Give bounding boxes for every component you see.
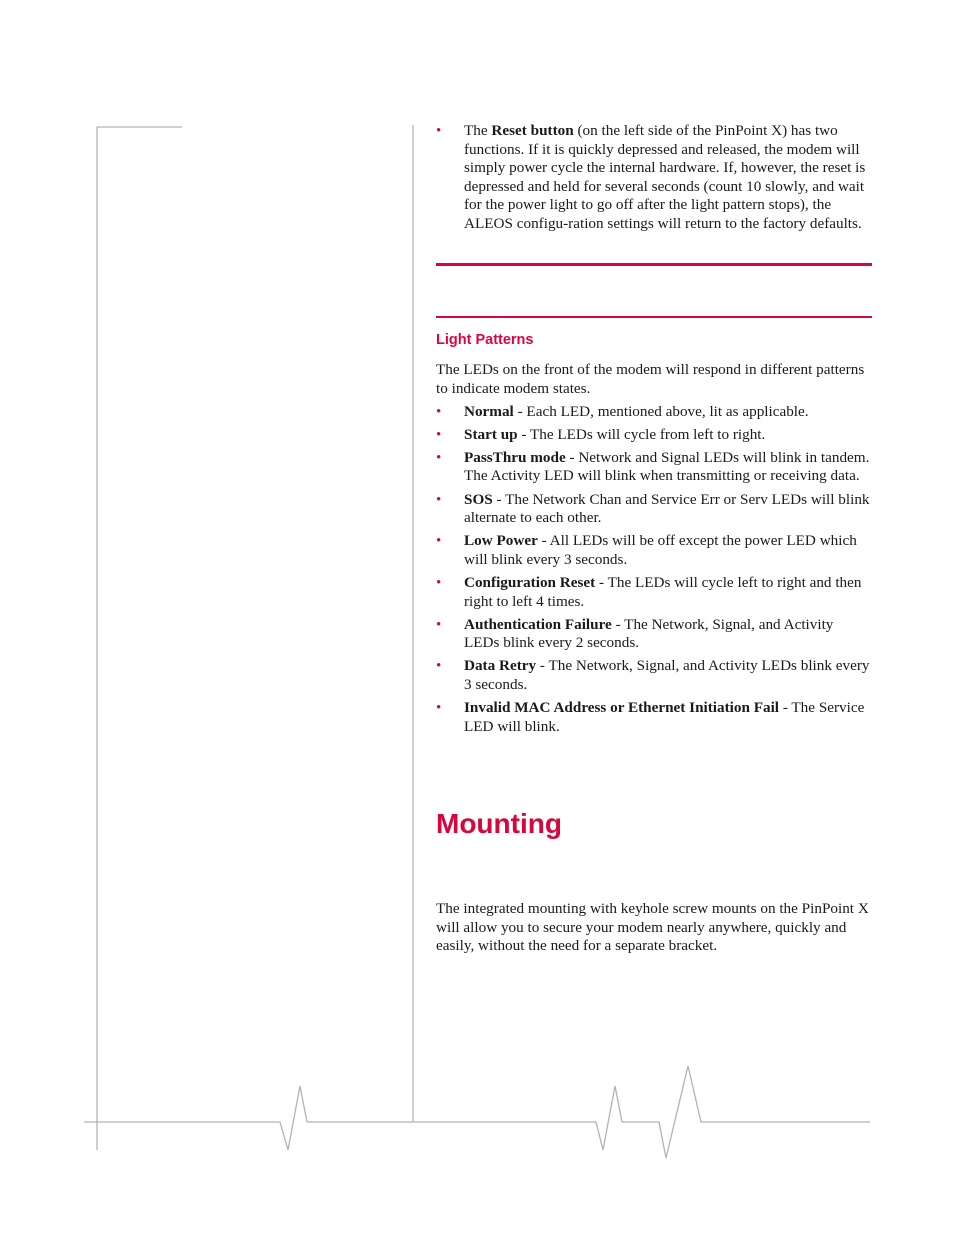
mounting-heading: Mounting xyxy=(436,808,562,839)
bullet-icon: • xyxy=(436,700,442,716)
list-item-description: - The Service LED will blink. xyxy=(464,699,865,735)
list-item-label: Invalid MAC Address or Ethernet Initiation Fail xyxy=(464,699,780,716)
list-item-label: Normal xyxy=(464,402,514,420)
bullet-icon: • xyxy=(436,658,442,675)
bullet-icon: • xyxy=(436,426,442,443)
list-item-description: - The Network Chan and Service Err or Serv LEDs will blink alternate to each other. xyxy=(464,490,870,527)
list-item-description: - Each LED, mentioned above, lit as applicable. xyxy=(513,402,809,420)
light-patterns-intro: The LEDs on the front of the modem will respond in different patterns to indicate modem states. xyxy=(436,361,865,397)
list-item xyxy=(436,574,872,611)
bullet-icon: • xyxy=(436,533,442,550)
list-item-label: PassThru mode xyxy=(464,448,566,466)
bullet-icon: • xyxy=(436,491,442,508)
mounting-paragraph: The integrated mounting with keyhole screw mounts on the PinPoint X will allow you to secure your modem nearly anywhere, quickly and easily, without the need for a separate bracket. xyxy=(436,900,869,955)
reset-description: (on the left side of the PinPoint X) has two functions. If it is quickly depressed and released, the modem will simply power cycle the internal hardware. If, however, the reset is depressed and held for several seconds (count 10 slowly, and wait for the power light to go off after the light pattern stops), the ALEOS configu-ration settings will return to the factory defaults. xyxy=(464,122,866,232)
list-item xyxy=(436,403,872,422)
bullet-icon: • xyxy=(436,449,442,466)
list-item-label: Authentication Failure xyxy=(464,615,612,633)
list-item-label: Configuration Reset xyxy=(464,573,596,591)
list-item-description: - The LEDs will cycle from left to right. xyxy=(517,425,766,443)
section-divider-thin xyxy=(436,316,872,318)
reset-section xyxy=(436,122,872,238)
list-item-description: - The Network, Signal, and Activity LEDs blink every 2 seconds. xyxy=(464,615,834,652)
reset-bold-label: Reset button xyxy=(491,122,574,139)
bullet-icon: • xyxy=(436,123,442,139)
bullet-icon: • xyxy=(436,403,442,420)
light-patterns-list xyxy=(436,403,872,737)
light-patterns-body xyxy=(436,361,872,741)
bullet-icon: • xyxy=(436,616,442,633)
list-item xyxy=(436,532,872,569)
list-item-label: Data Retry xyxy=(464,657,537,675)
list-item xyxy=(436,426,872,445)
list-item xyxy=(436,616,872,653)
list-item-description: - All LEDs will be off except the power LED which will blink every 3 seconds. xyxy=(464,532,857,568)
list-item xyxy=(436,699,872,736)
list-item-description: - The Network, Signal, and Activity LEDs blink every 3 seconds. xyxy=(464,657,870,693)
list-item-label: Low Power xyxy=(464,532,538,550)
list-item xyxy=(436,491,872,528)
list-item xyxy=(436,657,872,694)
reset-lead: The xyxy=(464,122,488,139)
bullet-icon: • xyxy=(436,574,442,591)
list-item-description: - Network and Signal LEDs will blink in tandem. The Activity LED will blink when transmitting or receiving data. xyxy=(464,448,870,485)
list-item-label: SOS xyxy=(464,490,493,508)
mounting-body xyxy=(436,900,872,956)
section-divider-thick xyxy=(436,263,872,266)
light-patterns-heading: Light Patterns xyxy=(436,332,534,348)
list-item-description: - The LEDs will cycle left to right and then right to left 4 times. xyxy=(464,573,862,610)
list-item xyxy=(436,449,872,486)
list-item-label: Start up xyxy=(464,425,518,443)
list-item-reset-button xyxy=(436,122,872,234)
